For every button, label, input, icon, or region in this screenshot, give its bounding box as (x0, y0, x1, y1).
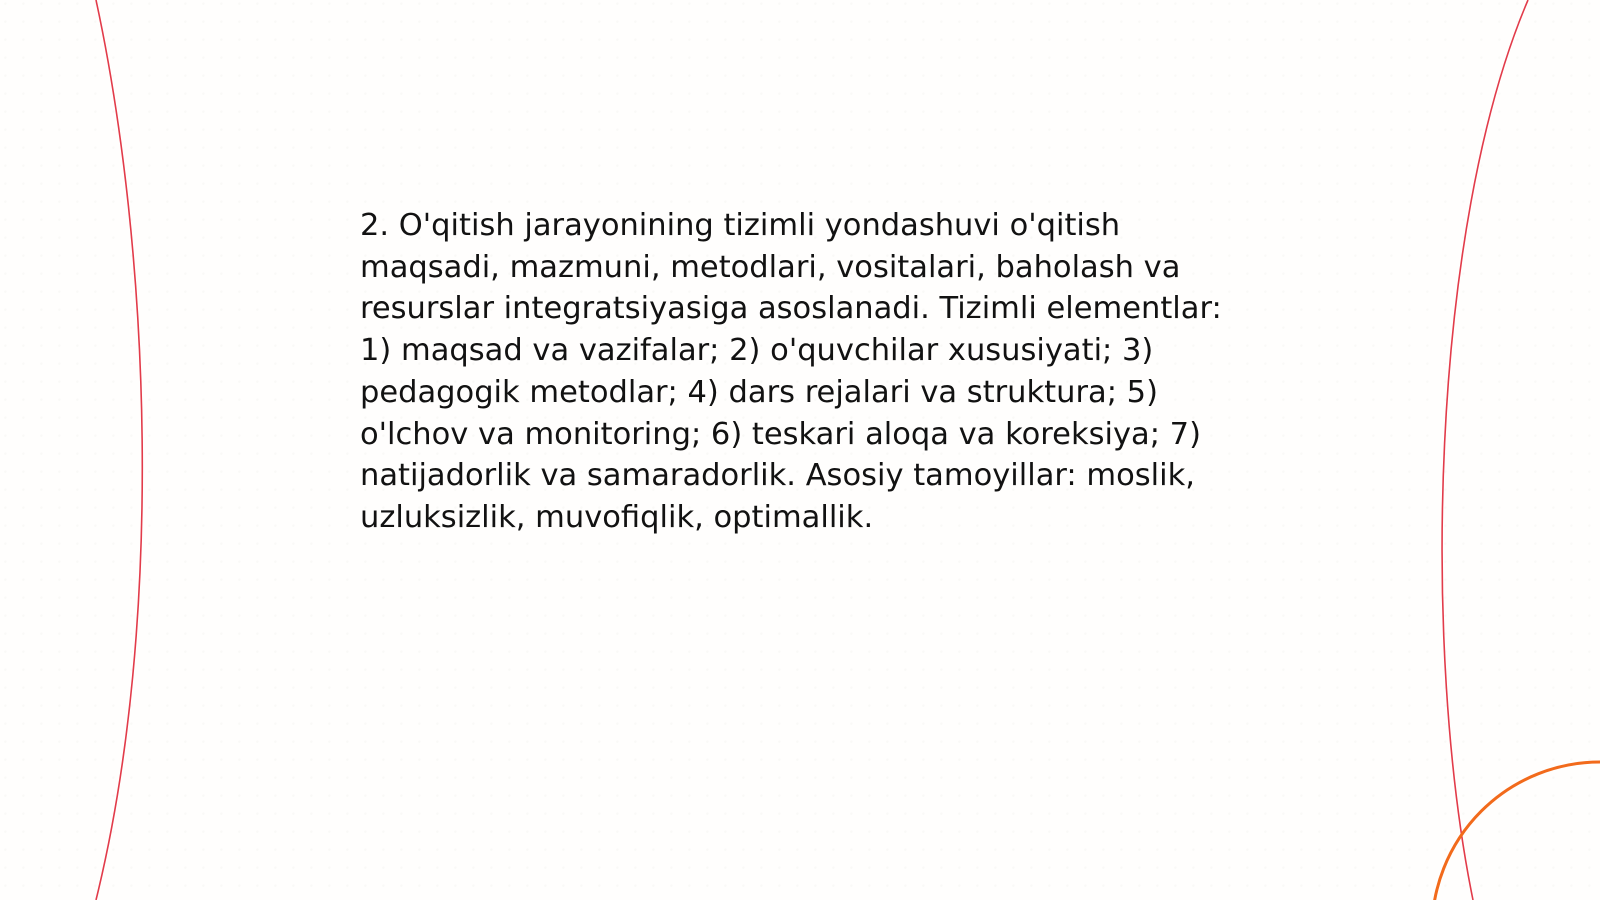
right-decorative-curve (1442, 0, 1528, 900)
slide-body-text: 2. O'qitish jarayonining tizimli yondashuvi o'qitish maqsadi, mazmuni, metodlari, vositalari, baholash va resurslar integratsiyasiga asoslanadi. Tizimli elementlar: 1) maqsad va vazifalar; 2) o'quvchilar xususiyati; 3) pedagogik metodlar; 4) dars rejalari va struktura; 5) o'lchov va monitoring; 6) teskari aloqa va koreksiya; 7) natijadorlik va samaradorlik. Asosiy tamoyillar: moslik, uzluksizlik, muvofiqlik, optimallik. (360, 208, 1222, 535)
orange-decorative-circle (1432, 762, 1600, 900)
left-decorative-curve (96, 0, 142, 900)
